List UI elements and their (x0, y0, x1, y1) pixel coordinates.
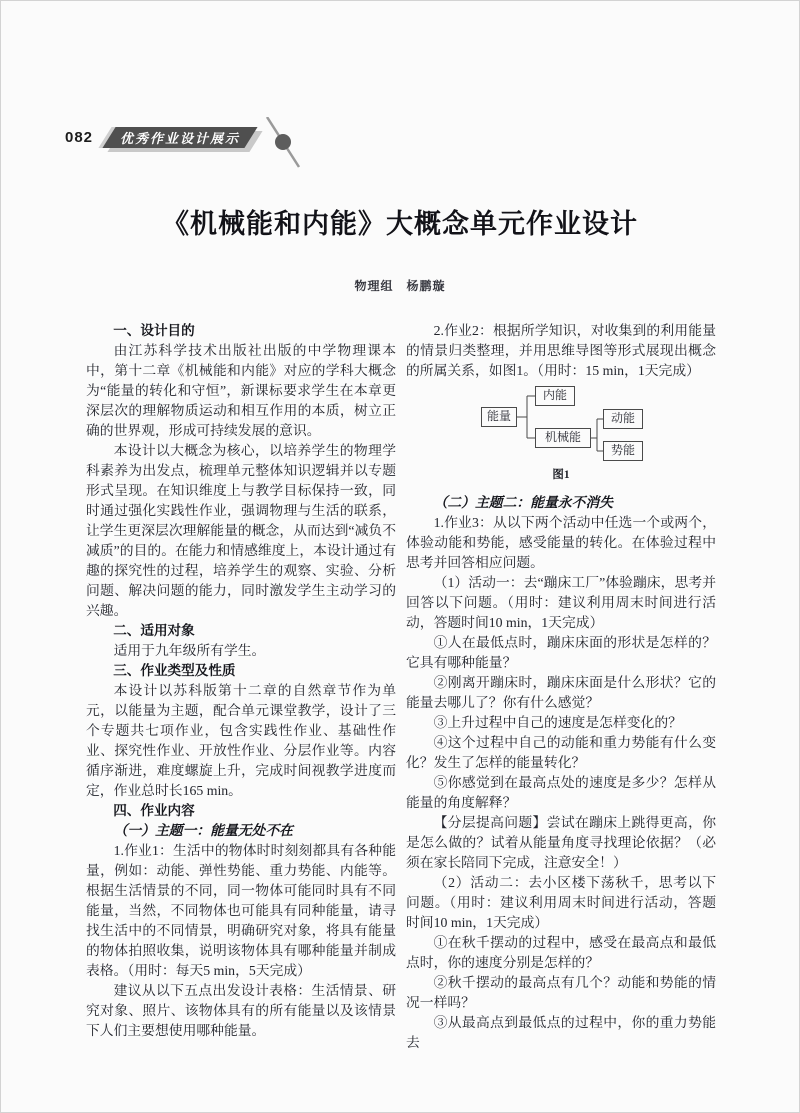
header-badge (109, 127, 251, 148)
section-heading: 三、作业类型及性质 (113, 663, 236, 678)
question-item: ⑤你感觉到在最高点处的速度是多少？怎样从能量的角度解释？ (406, 775, 716, 810)
question-item: ③上升过程中自己的速度是怎样变化的？ (433, 715, 682, 730)
figure-node-internal-energy: 内能 (535, 386, 575, 406)
question-item: ②刚离开蹦床时，蹦床床面是什么形状？它的能量去哪儿了？你有什么感觉？ (406, 675, 716, 710)
article-body (86, 321, 716, 1053)
section-heading: 二、适用对象 (113, 623, 195, 638)
paragraph: 1.作业1：生活中的物体时时刻刻都具有各种能量，例如：动能、弹性势能、重力势能、内能等。根据生活情景的不同，同一物体可能同时具有不同能量，当然，不同物体也可能具有同种能量，请寻找生活中的不同情景，明确研究对象，将具有能量的物体拍照收集，说明该物体具有哪种能量并制成表格。（用时：每天5 min，5天完成） (86, 843, 396, 978)
dot-line-decoration-icon (261, 117, 305, 169)
paragraph: 本设计以苏科版第十二章的自然章节作为单元，以能量为主题，配合单元课堂教学，设计了三个专题共七项作业，包含实践性作业、基础性作业、探究性作业、开放性作业、分层作业等。内容循序渐进，难度螺旋上升，完成时间视教学进度而定，作业总时长165 min。 (86, 683, 396, 798)
question-item: ③从最高点到最低点的过程中，你的重力势能去 (406, 1015, 716, 1050)
section-heading: 一、设计目的 (113, 323, 195, 338)
page-number: 082 (65, 128, 94, 146)
article-byline: 物理组 杨鹏璇 (354, 279, 446, 293)
paragraph: 建议从以下五点出发设计表格：生活情景、研究对象、照片、该物体具有的所有能量以及该情景下人们主要想使用哪种能量。 (86, 983, 396, 1038)
subsection-heading: （二）主题二：能量永不消失 (433, 495, 613, 510)
figure-caption: 图1 (552, 469, 570, 481)
paragraph: 由江苏科学技术出版社出版的中学物理课本中，第十二章《机械能和内能》对应的学科大概念为“能量的转化和守恒”，新课标要求学生在本章更深层次的理解物质运动和相互作用的本质，树立正确的世界观，形成可持续发展的意识。 (86, 343, 396, 438)
figure-node-mechanical-energy: 机械能 (535, 428, 591, 448)
paragraph: （1）活动一：去“蹦床工厂”体验蹦床，思考并回答以下问题。（用时：建议利用周末时间进行活动，答题时间10 min，1天完成） (406, 575, 716, 630)
page-header (65, 125, 251, 149)
left-column (86, 321, 396, 1053)
paragraph: 本设计以大概念为核心，以培养学生的物理学科素养为出发点，梳理单元整体知识逻辑并以专题形式呈现。在知识维度上与教学目标保持一致，同时通过强化实践性作业，强调物理与生活的联系，让学生更深层次理解能量的概念，从而达到“减负不减质”的目的。在能力和情感维度上，本设计通过有趣的探究性的过程，培养学生的观察、实验、分析问题、解决问题的能力，同时激发学生主动学习的兴趣。 (86, 443, 396, 618)
paragraph: 2.作业2：根据所学知识，对收集到的利用能量的情景归类整理，并用思维导图等形式展现出概念的所属关系，如图1。（用时：15 min，1天完成） (406, 323, 716, 378)
paragraph: （2）活动二：去小区楼下荡秋千，思考以下问题。（用时：建议利用周末时间进行活动，答题时间10 min，1天完成） (406, 875, 716, 930)
article-title: 《机械能和内能》大概念单元作业设计 (162, 209, 638, 239)
badge-body (102, 127, 257, 148)
right-column (406, 321, 716, 1053)
figure-node-potential-energy: 势能 (603, 441, 643, 461)
question-item: ②秋千摆动的最高点有几个？动能和势能的情况一样吗？ (406, 975, 716, 1010)
paragraph: 适用于九年级所有学生。 (113, 643, 266, 658)
badge-label: 优秀作业设计展示 (120, 130, 241, 146)
paragraph: 1.作业3：从以下两个活动中任选一个或两个，体验动能和势能，感受能量的转化。在体验过程中思考并回答相应问题。 (406, 515, 716, 570)
paragraph: 【分层提高问题】尝试在蹦床上跳得更高，你是怎么做的？试着从能量角度寻找理论依据？（必须在家长陪同下完成，注意安全！） (406, 815, 716, 870)
question-item: ④这个过程中自己的动能和重力势能有什么变化？发生了怎样的能量转化？ (406, 735, 716, 770)
subsection-heading: （一）主题一：能量无处不在 (113, 823, 293, 838)
question-item: ①在秋千摆动的过程中，感受在最高点和最低点时，你的速度分别是怎样的？ (406, 935, 716, 970)
question-item: ①人在最低点时，蹦床床面的形状是怎样的？它具有哪种能量？ (406, 635, 716, 670)
figure-1-concept-map (455, 386, 667, 462)
section-heading: 四、作业内容 (113, 803, 195, 818)
figure-node-energy: 能量 (481, 407, 517, 427)
figure-node-kinetic-energy: 动能 (603, 409, 643, 429)
